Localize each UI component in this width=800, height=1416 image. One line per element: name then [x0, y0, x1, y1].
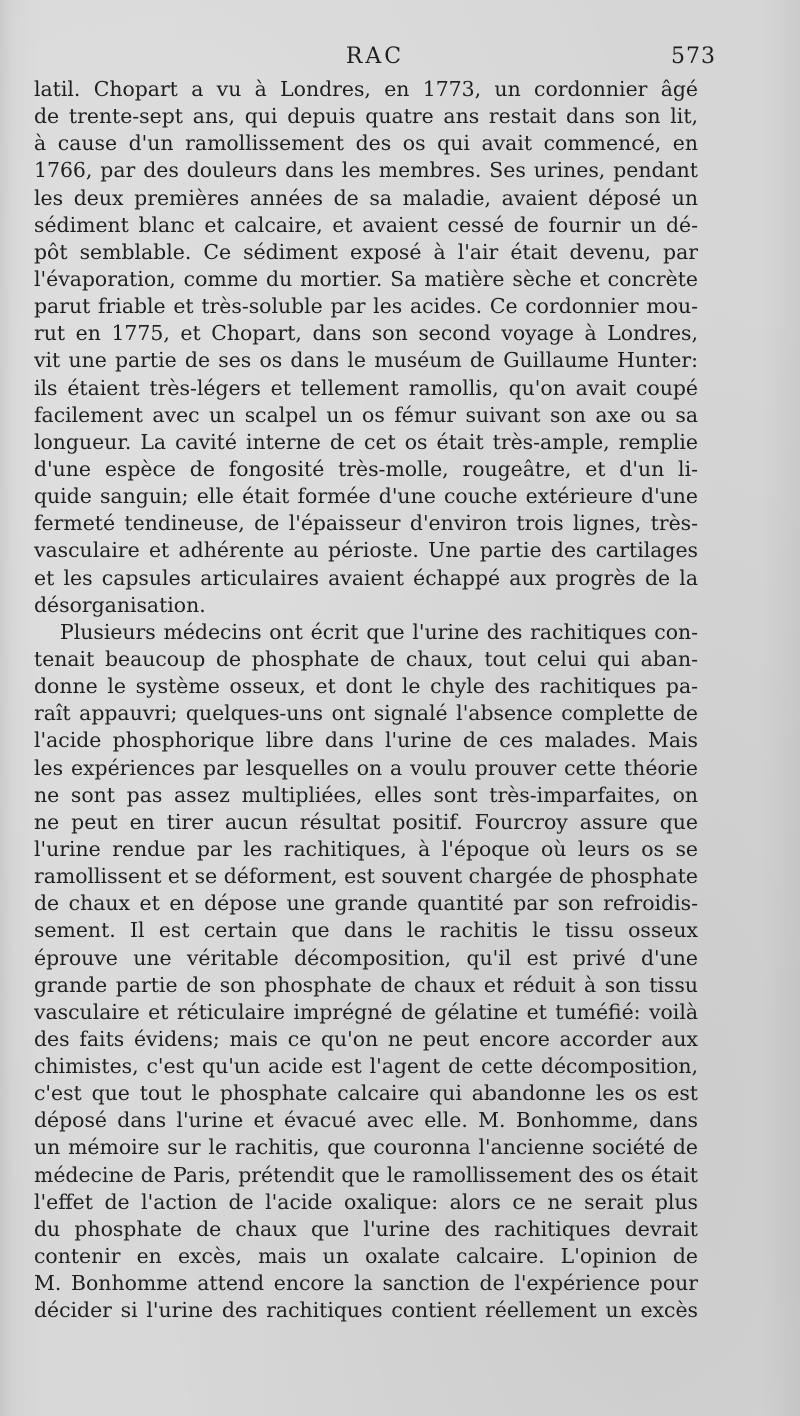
text-line: les deux premières années de sa maladie, avaient déposé un: [34, 185, 698, 210]
text-line: les expériences par lesquelles on a voulu prouver cette théorie: [34, 755, 698, 780]
text-line: contenir en excès, mais un oxalate calcaire. L'opinion de: [34, 1244, 698, 1269]
text-line: quide sanguin; elle était formée d'une couche extérieure d'une: [34, 484, 698, 509]
text-line: un mémoire sur le rachitis, que couronna l'ancienne société de: [34, 1135, 698, 1160]
text-line: pôt semblable. Ce sédiment exposé à l'air était devenu, par: [34, 239, 698, 264]
text-line: donne le système osseux, et dont le chyle des rachitiques pa-: [34, 674, 698, 699]
paragraph-end-line: désorganisation.: [34, 592, 206, 617]
text-line: facilement avec un scalpel un os fémur suivant son axe ou sa: [34, 402, 698, 427]
text-line: ils étaient très-légers et tellement ramollis, qu'on avait coupé: [34, 375, 698, 400]
text-line: sédiment blanc et calcaire, et avaient cessé de fournir un dé-: [34, 212, 698, 237]
text-line: décider si l'urine des rachitiques contient réellement un excès: [34, 1298, 698, 1323]
text-line: raît appauvri; quelques-uns ont signalé l'absence complette de: [34, 701, 698, 726]
text-line: déposé dans l'urine et évacué avec elle. M. Bonhomme, dans: [34, 1108, 698, 1133]
text-line: grande partie de son phosphate de chaux et réduit à son tissu: [34, 972, 698, 997]
text-line: ne peut en tirer aucun résultat positif. Fourcroy assure que: [34, 809, 698, 834]
text-line: médecine de Paris, prétendit que le ramollissement des os était: [34, 1162, 698, 1187]
text-line: fermeté tendineuse, de l'épaisseur d'environ trois lignes, très-: [34, 511, 698, 536]
text-line: de chaux et en dépose une grande quantité par son refroidis-: [34, 891, 698, 916]
text-line: ramollissent et se déforment, est souvent chargée de phosphate: [34, 864, 698, 889]
text-line: l'effet de l'action de l'acide oxalique: alors ce ne serait plus: [34, 1189, 698, 1214]
page-number: 573: [671, 44, 716, 69]
running-head: RAC: [345, 44, 405, 69]
text-line: vasculaire et réticulaire imprégné de gélatine et tuméfié: voilà: [34, 999, 698, 1024]
body-text: [34, 76, 698, 1324]
text-line: M. Bonhomme attend encore la sanction de l'expérience pour: [34, 1271, 698, 1296]
text-line: d'une espèce de fongosité très-molle, rougeâtre, et d'un li-: [34, 456, 698, 481]
text-line: c'est que tout le phosphate calcaire qui abandonne les os est: [34, 1081, 698, 1106]
text-line: chimistes, c'est qu'un acide est l'agent de cette décomposition,: [34, 1054, 698, 1079]
text-line: 1766, par des douleurs dans les membres. Ses urines, pendant: [34, 158, 698, 183]
text-line: du phosphate de chaux que l'urine des rachitiques devrait: [34, 1216, 698, 1241]
text-line: et les capsules articulaires avaient échappé aux progrès de la: [34, 565, 698, 590]
text-line: longueur. La cavité interne de cet os était très-ample, remplie: [34, 429, 698, 454]
text-line: vasculaire et adhérente au périoste. Une partie des cartilages: [34, 538, 698, 563]
text-line: de trente-sept ans, qui depuis quatre ans restait dans son lit,: [34, 104, 698, 129]
text-line: parut friable et très-soluble par les acides. Ce cordonnier mou-: [34, 294, 698, 319]
text-line: tenait beaucoup de phosphate de chaux, tout celui qui aban-: [34, 646, 698, 671]
text-line: à cause d'un ramollissement des os qui avait commencé, en: [34, 131, 698, 156]
paragraph-start-line: Plusieurs médecins ont écrit que l'urine des rachitiques con-: [60, 619, 698, 644]
text-line: ne sont pas assez multipliées, elles sont très-imparfaites, on: [34, 782, 698, 807]
text-line: vit une partie de ses os dans le muséum de Guillaume Hunter:: [34, 348, 698, 373]
text-line: des faits évidens; mais ce qu'on ne peut encore accorder aux: [34, 1026, 698, 1051]
text-line: sement. Il est certain que dans le rachitis le tissu osseux: [34, 918, 698, 943]
text-line: l'urine rendue par les rachitiques, à l'époque où leurs os se: [34, 836, 698, 861]
text-line: latil. Chopart a vu à Londres, en 1773, un cordonnier âgé: [34, 77, 698, 101]
page-header: [34, 44, 716, 80]
text-line: éprouve une véritable décomposition, qu'il est privé d'une: [34, 945, 698, 970]
text-line: l'évaporation, comme du mortier. Sa matière sèche et concrète: [34, 266, 698, 291]
text-line: l'acide phosphorique libre dans l'urine de ces malades. Mais: [34, 728, 698, 753]
text-line: rut en 1775, et Chopart, dans son second voyage à Londres,: [34, 321, 698, 346]
